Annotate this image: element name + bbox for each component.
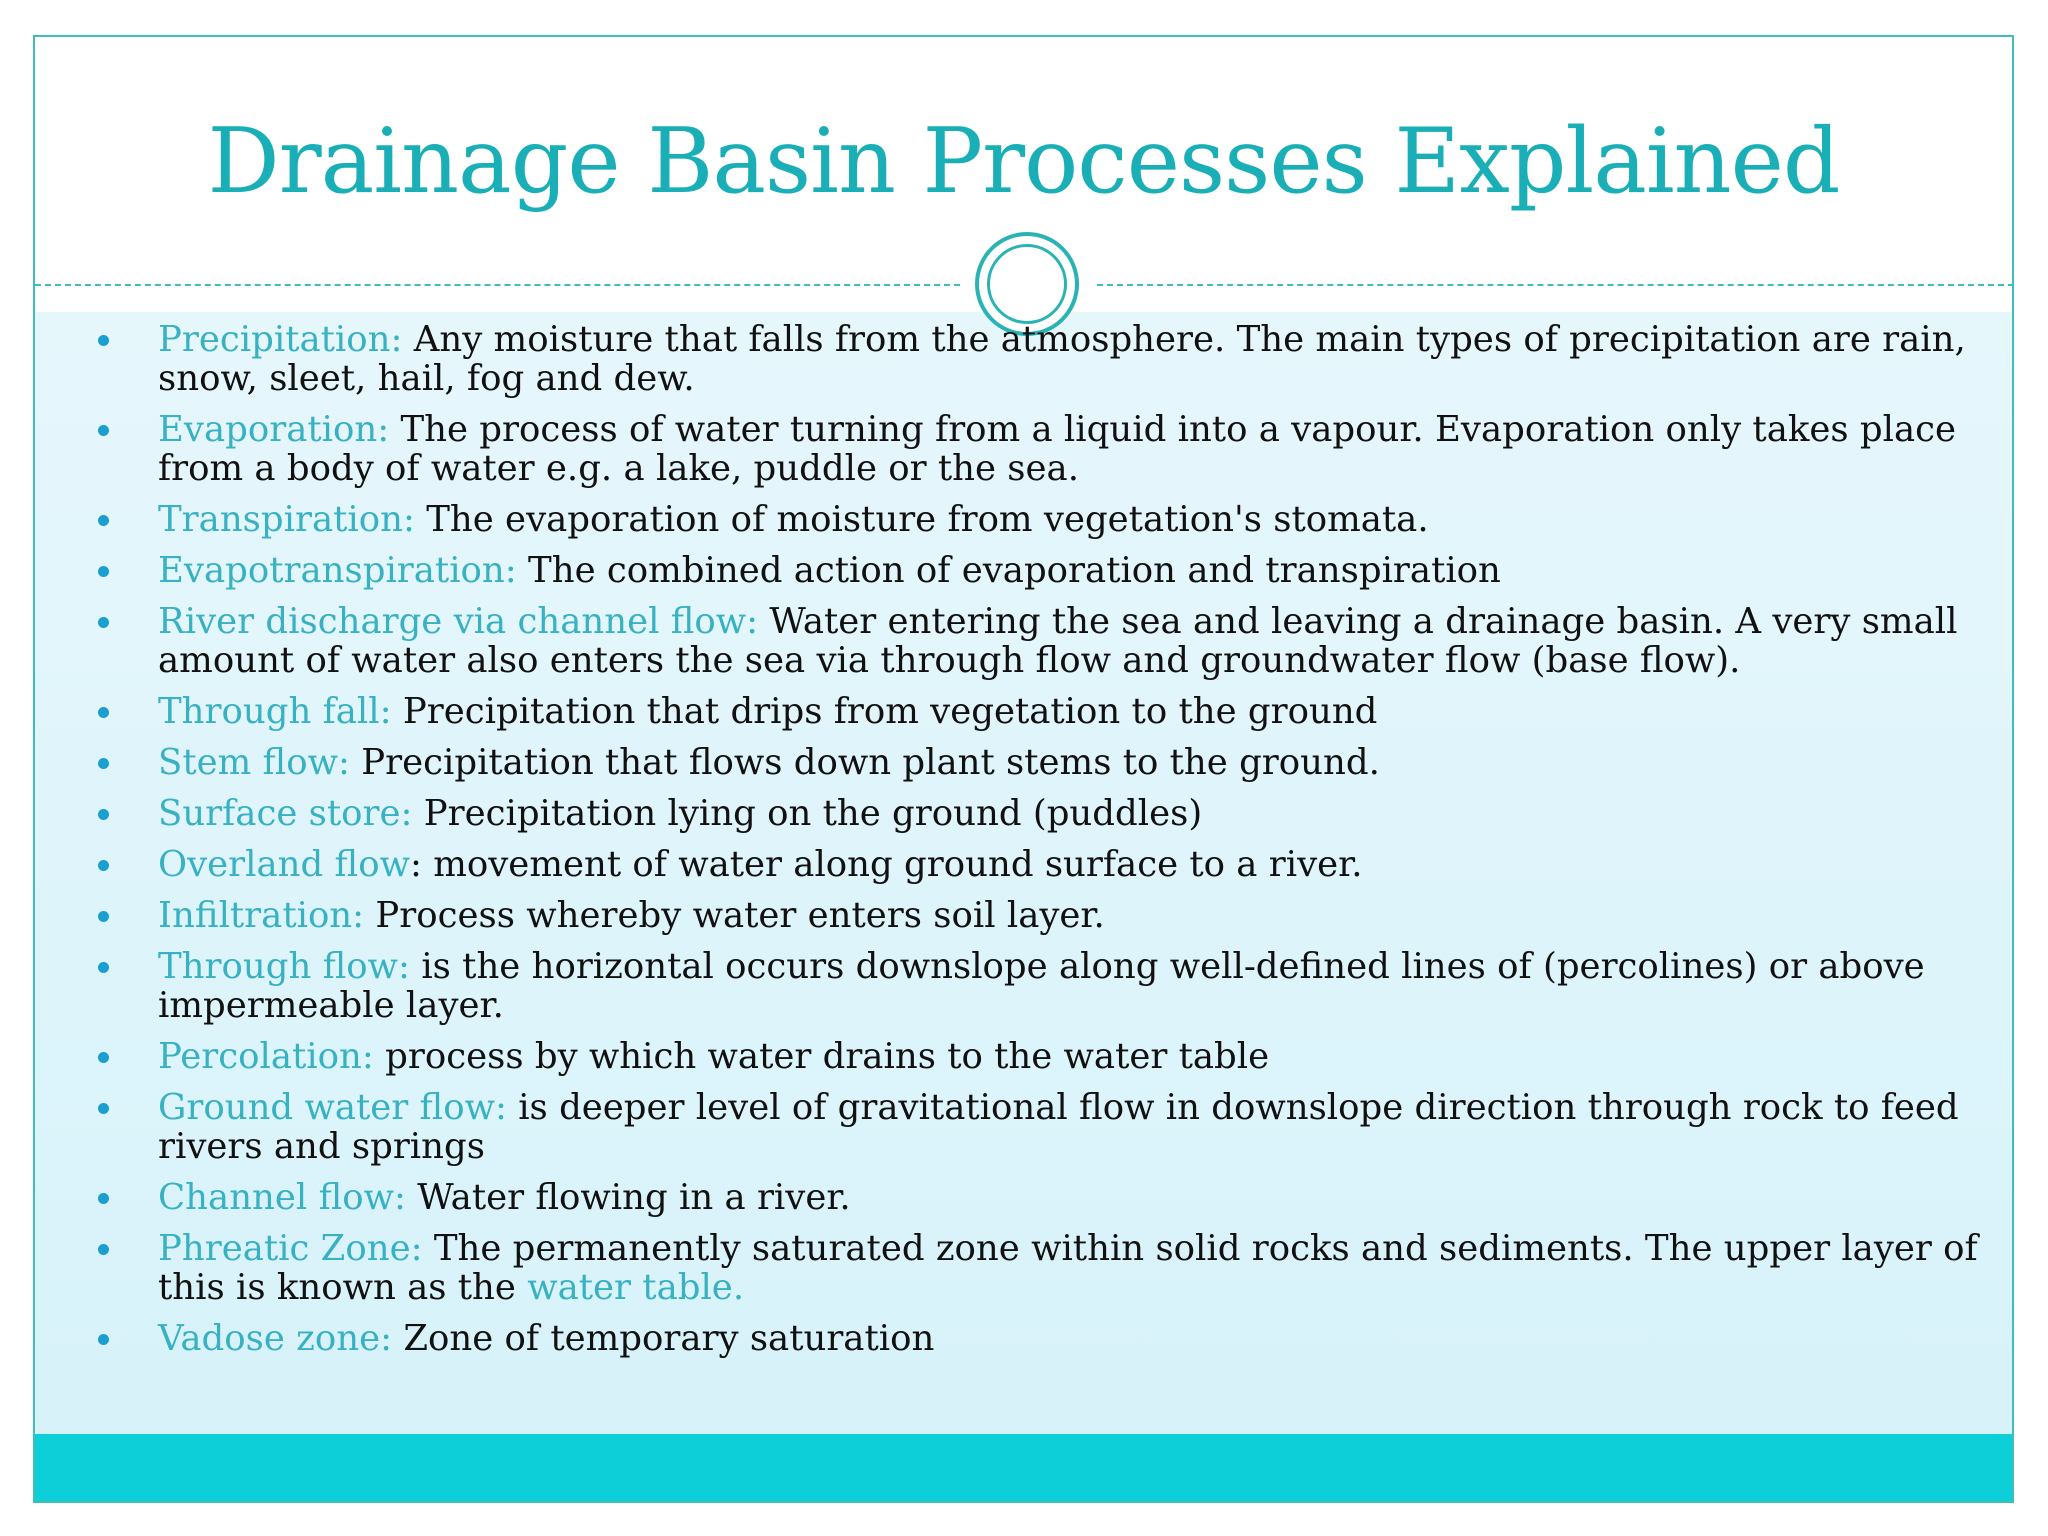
bullet-icon <box>98 515 109 526</box>
definition: Precipitation lying on the ground (puddles) <box>412 793 1203 834</box>
term: Transpiration: <box>158 499 415 540</box>
footer-bar <box>35 1434 2012 1501</box>
bullet-icon <box>98 1103 109 1114</box>
list-item <box>75 1319 2000 1358</box>
term: Channel flow: <box>158 1177 406 1218</box>
list-item <box>75 551 2000 590</box>
bullet-icon <box>98 566 109 577</box>
term: Through flow: <box>158 946 411 987</box>
definition: Precipitation that drips from vegetation to the ground <box>391 691 1378 732</box>
term: Percolation: <box>158 1036 374 1077</box>
bullet-icon <box>98 1334 109 1345</box>
list-item <box>75 1037 2000 1076</box>
term: Evaporation: <box>158 409 390 450</box>
term: Stem flow: <box>158 742 350 783</box>
list-item <box>75 947 2000 1025</box>
definition: is deeper level of gravitational flow in downslope direction through rock to feed rivers and springs <box>158 1087 1959 1167</box>
list-item <box>75 1229 2000 1307</box>
bullet-icon <box>98 1052 109 1063</box>
term: Surface store: <box>158 793 413 834</box>
list-item <box>75 500 2000 539</box>
term: Phreatic Zone: <box>158 1228 423 1269</box>
bullet-icon <box>98 425 109 436</box>
divider-right <box>1097 284 2014 286</box>
definition: process by which water drains to the water table <box>373 1036 1270 1077</box>
slide-title: Drainage Basin Processes Explained <box>207 109 1840 214</box>
term: Overland flow <box>158 844 410 885</box>
list-item <box>75 845 2000 884</box>
definition: The evaporation of moisture from vegetation's stomata. <box>414 499 1429 540</box>
list-item <box>75 410 2000 488</box>
definition: Any moisture that falls from the atmosphere. The main types of precipitation are rain, snow, sleet, hail, fog and dew. <box>158 319 1966 399</box>
definition: Water entering the sea and leaving a drainage basin. A very small amount of water also enters the sea via through flow and groundwater flow (base flow). <box>158 601 1958 681</box>
term: Precipitation: <box>158 319 403 360</box>
term: Evapotranspiration: <box>158 550 517 591</box>
divider-left <box>35 284 960 286</box>
term: Ground water flow: <box>158 1087 507 1128</box>
term: Vadose zone: <box>158 1318 393 1359</box>
definition: The process of water turning from a liquid into a vapour. Evaporation only takes place from a body of water e.g. a lake, puddle or the sea. <box>158 409 1957 489</box>
bullet-icon <box>98 617 109 628</box>
term: Infiltration: <box>158 895 365 936</box>
bullet-icon <box>98 860 109 871</box>
bullet-icon <box>98 809 109 820</box>
slide <box>33 35 2014 1503</box>
definition: Water flowing in a river. <box>405 1177 851 1218</box>
definition: Process whereby water enters soil layer. <box>364 895 1105 936</box>
list-item <box>75 896 2000 935</box>
list-item <box>75 692 2000 731</box>
definition: Precipitation that flows down plant stems to the ground. <box>349 742 1380 783</box>
term: River discharge via channel flow: <box>158 601 759 642</box>
list-item <box>75 743 2000 782</box>
list-item <box>75 602 2000 680</box>
bullet-icon <box>98 758 109 769</box>
list-item <box>75 320 2000 398</box>
bullet-icon <box>98 911 109 922</box>
list-item <box>75 1178 2000 1217</box>
definition: Zone of temporary saturation <box>392 1318 935 1359</box>
bullet-icon <box>98 1193 109 1204</box>
term: Through fall: <box>158 691 392 732</box>
highlight-term: water table. <box>527 1267 745 1308</box>
bullet-icon <box>98 1244 109 1255</box>
list-item <box>75 794 2000 833</box>
bullet-icon <box>98 335 109 346</box>
definition: : movement of water along ground surface to a river. <box>409 844 1363 885</box>
definition: The permanently saturated zone within solid rocks and sediments. The upper layer of this is known as the <box>158 1228 1978 1308</box>
bullet-icon <box>98 707 109 718</box>
bullet-icon <box>98 962 109 973</box>
list-item <box>75 1088 2000 1166</box>
definition: The combined action of evaporation and transpiration <box>516 550 1501 591</box>
process-list <box>75 320 2000 1370</box>
definition: is the horizontal occurs downslope along well-defined lines of (percolines) or above impermeable layer. <box>158 946 1925 1026</box>
